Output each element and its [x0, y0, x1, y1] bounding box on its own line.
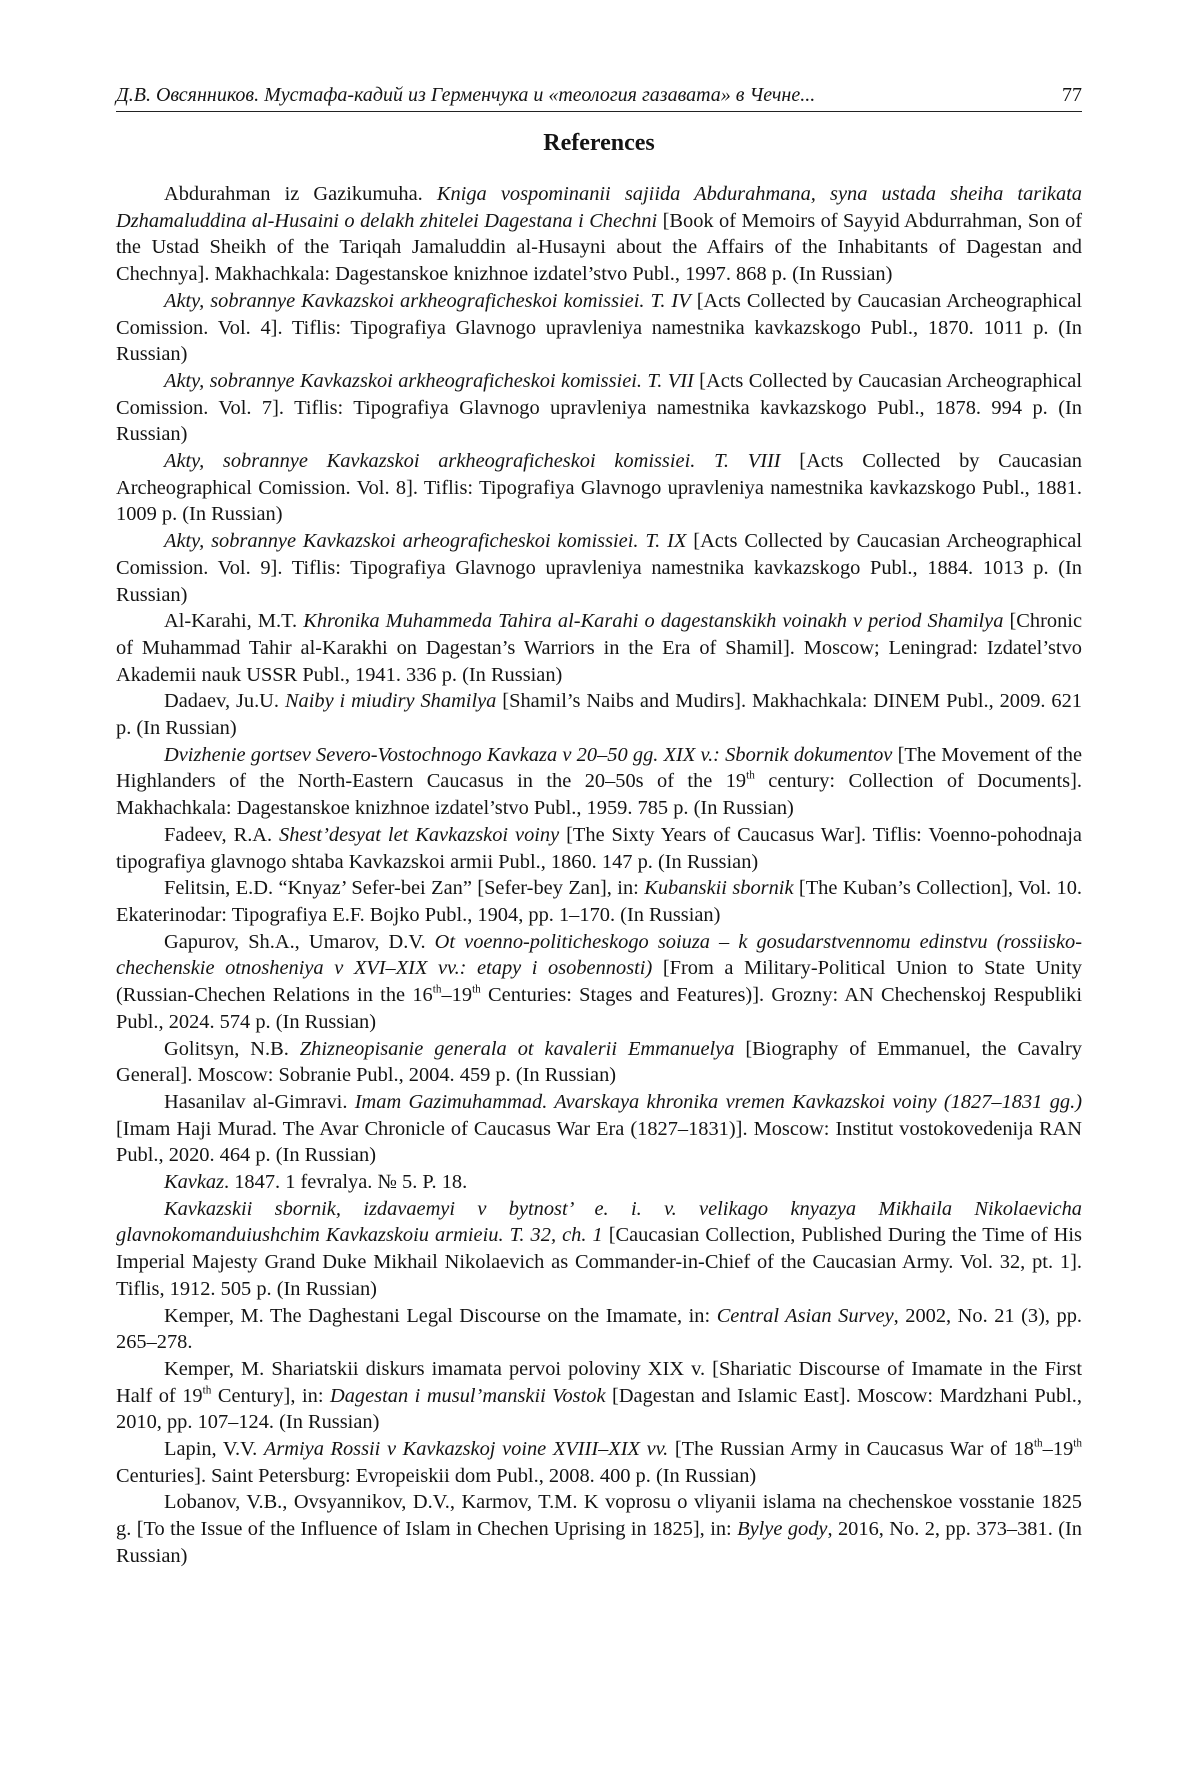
reference-text: [The Sixty Years of Caucasus War]. Tiflis: Voenno-pohodnaja tipografiya glavnogo shtaba Kavkazskoi armii Publ., 1860. 147 p. (In Russian) — [116, 823, 1082, 873]
reference-text: Lapin, V.V. — [164, 1438, 264, 1461]
reference-title-italic: Bylye gody — [737, 1518, 828, 1541]
reference-entry — [116, 368, 1082, 448]
reference-entry — [116, 1089, 1082, 1169]
reference-entry — [116, 1303, 1082, 1356]
reference-title-italic: Naiby i miudiry Shamilya — [284, 690, 497, 713]
running-header — [116, 82, 1082, 112]
reference-text: [Acts Collected by Caucasian Archeographical Comission. Vol. 8]. Tiflis: Tipografiya Glavnogo upravleniya namestnika kavkazskogo Publ., 1881. 1009 p. (In Russian) — [116, 450, 1082, 526]
superscript: th — [472, 983, 481, 996]
reference-title-italic: Akty, sobrannye Kavkazskoi arheograficheskoi komissiei. T. IX — [164, 530, 687, 553]
reference-title-italic: Khronika Muhammeda Tahira al-Karahi o dagestanskikh voinakh v period Shamilya — [303, 610, 1004, 633]
reference-entry — [116, 742, 1082, 822]
reference-text: [Acts Collected by Caucasian Archeographical Comission. Vol. 7]. Tiflis: Tipografiya Glavnogo upravleniya namestnika kavkazskogo Publ., 1878. 994 p. (In Russian) — [116, 369, 1083, 446]
reference-title-italic: Dvizhenie gortsev Severo-Vostochnogo Kavkaza v 20–50 gg. XIX v.: Sbornik dokumentov — [164, 743, 893, 766]
reference-text: Fadeev, R.A. — [164, 823, 280, 846]
reference-text: [Acts Collected by Caucasian Archeographical Comission. Vol. 4]. Tiflis: Tipografiya Glavnogo upravleniya namestnika kavkazskogo Publ., 1870. 1011 p. (In Russian) — [116, 289, 1082, 366]
reference-text: Felitsin, E.D. “Knyaz’ Sefer-bei Zan” [Sefer-bey Zan], in: — [164, 877, 645, 900]
reference-entry — [116, 528, 1082, 608]
reference-text: Kemper, M. The Daghestani Legal Discourse on the Imamate, in: — [164, 1304, 717, 1327]
reference-text: Golitsyn, N.B. — [164, 1037, 300, 1060]
reference-title-italic: Armiya Rossii v Kavkazskoj voine XVIII–XIX vv. — [263, 1438, 669, 1461]
superscript: th — [202, 1384, 212, 1397]
reference-title-italic: Zhizneopisanie generala ot kavalerii Emmanuelya — [299, 1037, 735, 1060]
reference-title-italic: Ot voenno-politicheskogo soiuza – k gosudarstvennomu edinstvu (rossiisko-chechenskie otnosheniya v XVI–XIX vv.: etapy i osobennosti) — [116, 930, 1082, 980]
superscript: th — [746, 770, 755, 783]
reference-text: Hasanilav al-Gimravi. — [164, 1090, 355, 1113]
reference-text: [Caucasian Collection, Published During the Time of His Imperial Majesty Grand Duke Mikhail Nikolaevich as Commander-in-Chief of the Caucasian Army. Vol. 32, pt. 1]. Tiflis, 1912. 505 p. (In Russian) — [116, 1224, 1082, 1300]
reference-entry — [116, 181, 1082, 288]
reference-text: –19 — [1042, 1438, 1074, 1461]
reference-entry — [116, 1436, 1082, 1489]
superscript: th — [432, 983, 442, 996]
reference-title-italic: Kniga vospominanii sajiida Abdurahmana, syna ustada sheiha tarikata Dzhamaluddina al-Husaini o delakh zhitelei Dagestana i Chechni — [116, 183, 1082, 232]
reference-text: [Acts Collected by Caucasian Archeographical Comission. Vol. 9]. Tiflis: Tipografiya Glavnogo upravleniya namestnika kavkazskogo Publ., 1884. 1013 p. (In Russian) — [116, 530, 1082, 606]
reference-text: [Dagestan and Islamic East]. Moscow: Mardzhani Publ., 2010, pp. 107–124. (In Russian) — [116, 1384, 1083, 1434]
reference-title-italic: Kavkazskii sbornik, izdavaemyi v bytnost’ e. i. v. velikago knyazya Mikhaila Nikolaevicha glavnokomanduiushchim Kavkazskoiu armieiu. T. 32, ch. 1 — [116, 1197, 1082, 1247]
reference-text: Lobanov, V.B., Ovsyannikov, D.V., Karmov, T.M. K voprosu o vliyanii islama na chechenskoe vosstanie 1825 g. [To the Issue of the Influence of Islam in Chechen Uprising in 1825], in: — [116, 1491, 1082, 1541]
reference-text: Centuries]. Saint Petersburg: Evropeiskii dom Publ., 2008. 400 p. (In Russian) — [116, 1464, 757, 1487]
reference-title-italic: Akty, sobrannye Kavkazskoi arkheograficheskoi komissiei. T. VIII — [164, 450, 781, 473]
reference-text: [The Russian Army in Caucasus War of 18 — [668, 1438, 1034, 1461]
superscript: th — [1033, 1437, 1043, 1450]
reference-entry — [116, 822, 1082, 875]
reference-title-italic: Dagestan i musul’manskii Vostok — [330, 1384, 606, 1407]
reference-text: [The Kuban’s Collection], Vol. 10. Ekaterinodar: Tipografiya E.F. Bojko Publ., 1904, pp. 1–170. (In Russian) — [116, 877, 1083, 926]
reference-title-italic: Shest’desyat let Kavkazskoi voiny — [279, 823, 560, 846]
reference-text: –19 — [441, 984, 473, 1007]
reference-entry — [116, 448, 1082, 528]
page — [116, 82, 1082, 1570]
reference-entry — [116, 1356, 1082, 1436]
reference-title-italic: Kavkaz — [164, 1171, 225, 1194]
reference-text: Kemper, M. Shariatskii diskurs imamata pervoi poloviny XIX v. [Shariatic Discourse of Imamate in the First Half of 19 — [116, 1357, 1082, 1407]
reference-title-italic: Central Asian Survey — [716, 1304, 894, 1327]
reference-entry — [116, 1169, 1082, 1196]
reference-entry — [116, 288, 1082, 368]
reference-text: [From a Military-Political Union to State Unity (Russian-Chechen Relations in the 16 — [116, 957, 1082, 1007]
reference-text: [Chronic of Muhammad Tahir al-Karakhi on Dagestan’s Warriors in the Era of Shamil]. Moscow; Leningrad: Izdatel’stvo Akademii nauk USSR Publ., 1941. 336 p. (In Russian) — [116, 610, 1083, 686]
reference-entry — [116, 929, 1082, 1036]
reference-entry — [116, 1036, 1082, 1089]
reference-text: , 2016, No. 2, pp. 373–381. (In Russian) — [116, 1518, 1082, 1567]
reference-title-italic: Akty, sobrannye Kavkazskoi arkheograficheskoi komissiei. T. VII — [164, 369, 694, 392]
reference-entry — [116, 875, 1082, 928]
running-title: Д.В. Овсянников. Мустафа-кадий из Герменчука и «теология газавата» в Чечне... — [116, 84, 816, 106]
reference-text: Gapurov, Sh.A., Umarov, D.V. — [164, 930, 435, 953]
superscript: th — [1073, 1437, 1082, 1450]
reference-title-italic: Akty, sobrannye Kavkazskoi arkheograficheskoi komissiei. T. IV — [164, 289, 691, 312]
reference-text: Abdurahman iz Gazikumuha. — [164, 183, 437, 205]
reference-text: [Imam Haji Murad. The Avar Chronicle of Caucasus War Era (1827–1831)]. Moscow: Institut vostokovedenija RAN Publ., 2020. 464 p. (In Russian) — [116, 1117, 1082, 1167]
reference-text: [Book of Memoirs of Sayyid Abdurrahman, Son of the Ustad Sheikh of the Tariqah Jamaluddin al-Husayni about the Affairs of the Inhabitants of Dagestan and Chechnya]. Makhachkala: Dagestanskoe knizhnoe izdatel’stvo Publ., 1997. 868 p. (In Russian) — [116, 209, 1082, 286]
reference-entry — [116, 688, 1082, 741]
reference-text: , 2002, No. 21 (3), pp. 265–278. — [116, 1304, 1082, 1354]
reference-text: [Biography of Emmanuel, the Cavalry General]. Moscow: Sobranie Publ., 2004. 459 p. (In Russian) — [116, 1037, 1082, 1087]
reference-entry — [116, 608, 1082, 688]
reference-entry — [116, 1489, 1082, 1569]
reference-entry — [116, 1196, 1082, 1303]
reference-title-italic: Imam Gazimuhammad. Avarskaya khronika vremen Kavkazskoi voiny (1827–1831 gg.) — [354, 1090, 1082, 1113]
reference-text: [Shamil’s Naibs and Mudirs]. Makhachkala: DINEM Publ., 2009. 621 p. (In Russian) — [116, 690, 1082, 740]
reference-text: Al-Karahi, M.T. — [164, 610, 304, 633]
reference-text: . 1847. 1 fevralya. № 5. P. 18. — [224, 1171, 468, 1194]
reference-list — [116, 181, 1082, 1570]
reference-text: Century], in: — [211, 1384, 330, 1407]
reference-text: Dadaev, Ju.U. — [164, 690, 285, 713]
reference-title-italic: Kubanskii sbornik — [644, 877, 794, 900]
reference-text: Centuries: Stages and Features)]. Grozny: AN Chechenskoj Respubliki Publ., 2024. 574 p. (In Russian) — [116, 984, 1082, 1033]
page-number: 77 — [1062, 84, 1082, 106]
section-title: References — [543, 130, 655, 156]
reference-text: century: Collection of Documents]. Makhachkala: Dagestanskoe knizhnoe izdatel’stvo Publ., 1959. 785 p. (In Russian) — [116, 770, 1082, 820]
reference-text: [The Movement of the Highlanders of the North-Eastern Caucasus in the 20–50s of the 19 — [116, 743, 1082, 793]
